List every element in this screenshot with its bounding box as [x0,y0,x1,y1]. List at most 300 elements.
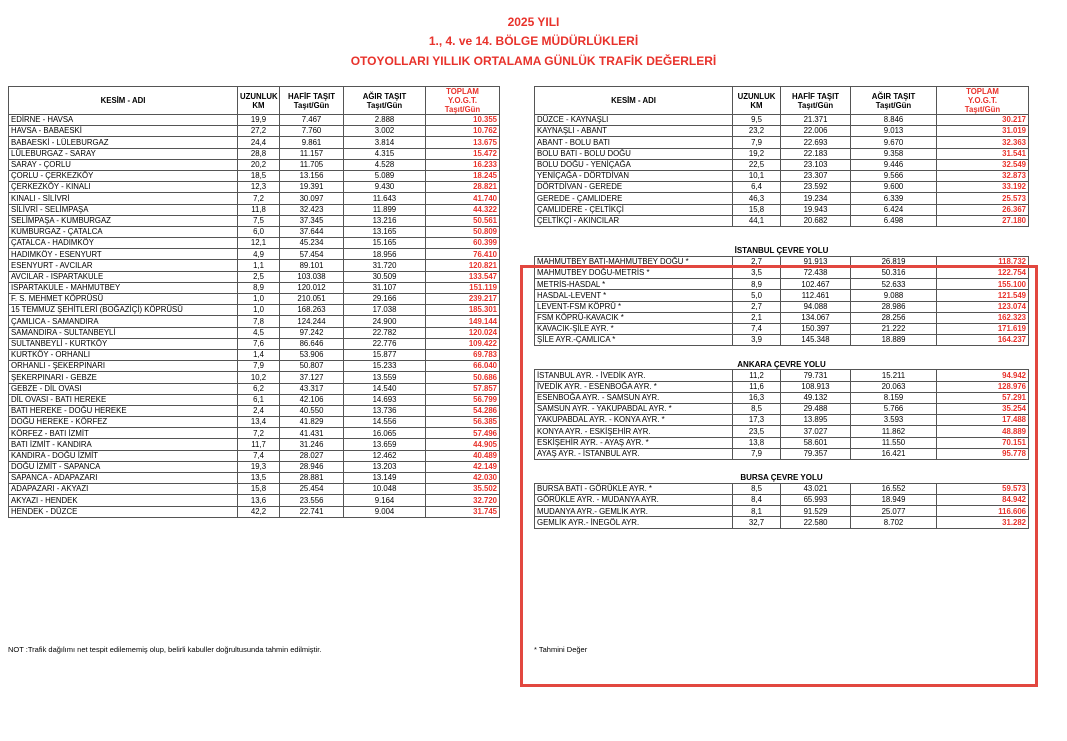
cell-kesim: KÖRFEZ - BATI İZMİT [9,428,238,439]
cell-hafif: 28.881 [280,473,344,484]
cell-hafif: 72.438 [781,268,851,279]
cell-toplam: 171.619 [937,324,1029,335]
table-row [9,316,500,327]
cell-uzunluk: 23,5 [733,426,781,437]
cell-agir: 6.339 [851,193,937,204]
cell-agir: 9.670 [851,137,937,148]
cell-toplam: 31.019 [937,126,1029,137]
cell-kesim: DOĞU İZMİT - SAPANCA [9,461,238,472]
header-agir-label: AĞIR TAŞIT [362,91,407,101]
cell-hafif: 37.644 [280,226,344,237]
footnote-left: NOT :Trafik dağılımı net tespit edilememiş olup, belirli kabuller doğrultusunda tahmin edilmiştir. [8,645,322,654]
cell-agir: 20.063 [851,381,937,392]
cell-hafif: 65.993 [781,495,851,506]
cell-agir: 31.720 [344,260,426,271]
table-row [535,182,1029,193]
cell-toplam: 133.547 [426,271,500,282]
cell-uzunluk: 8,4 [733,495,781,506]
header-uzunluk-unit: KM [252,100,265,110]
cell-kesim: LÜLEBURGAZ - SARAY [9,148,238,159]
cell-uzunluk: 11,2 [733,370,781,381]
cell-uzunluk: 11,7 [238,439,280,450]
cell-hafif: 22.741 [280,506,344,517]
cell-hafif: 168.263 [280,305,344,316]
cell-hafif: 7.467 [280,115,344,126]
cell-uzunluk: 15,8 [238,484,280,495]
cell-hafif: 40.550 [280,405,344,416]
cell-agir: 5.766 [851,403,937,414]
cell-kesim: METRİS-HASDAL * [535,279,733,290]
header-toplam-unit: Taşıt/Gün [964,105,1001,114]
cell-hafif: 41.829 [280,417,344,428]
group-title: İSTANBUL ÇEVRE YOLU [734,246,829,256]
cell-kesim: BOLU DOĞU - YENİÇAĞA [535,159,733,170]
cell-uzunluk: 6,1 [238,394,280,405]
table-row [9,193,500,204]
header-toplam-unit: Taşıt/Gün [444,105,481,114]
cell-toplam: 26.367 [937,204,1029,215]
cell-toplam: 155.100 [937,279,1029,290]
cell-toplam: 25.573 [937,193,1029,204]
cell-hafif: 21.371 [781,115,851,126]
cell-toplam: 15.472 [426,148,500,159]
cell-agir: 9.600 [851,182,937,193]
cell-kesim: AVCILAR - ISPARTAKULE [9,271,238,282]
cell-hafif: 11.705 [280,159,344,170]
cell-uzunluk: 3,5 [733,268,781,279]
cell-agir: 52.633 [851,279,937,290]
cell-kesim: KONYA AYR. - ESKİŞEHİR AYR. [535,426,733,437]
cell-kesim: KUMBURGAZ - ÇATALCA [9,226,238,237]
cell-agir: 18.949 [851,495,937,506]
cell-kesim: ISPARTAKULE - MAHMUTBEY [9,282,238,293]
header-kesim: KESİM - ADI [9,87,238,115]
cell-agir: 28.986 [851,301,937,312]
table-row [9,327,500,338]
cell-uzunluk: 7,5 [238,215,280,226]
cell-uzunluk: 7,8 [238,316,280,327]
cell-agir: 6.498 [851,215,937,226]
header-toplam [937,87,1029,115]
cell-toplam: 32.363 [937,137,1029,148]
cell-hafif: 57.454 [280,249,344,260]
cell-uzunluk: 1,4 [238,349,280,360]
cell-uzunluk: 8,5 [733,483,781,494]
cell-toplam: 18.245 [426,170,500,181]
cell-hafif: 134.067 [781,312,851,323]
cell-toplam: 60.399 [426,238,500,249]
cell-toplam: 123.074 [937,301,1029,312]
cell-uzunluk: 6,0 [238,226,280,237]
cell-uzunluk: 11,6 [733,381,781,392]
cell-toplam: 84.942 [937,495,1029,506]
cell-kesim: GEMLİK AYR.- İNEGÖL AYR. [535,517,733,528]
cell-agir: 22.776 [344,338,426,349]
cell-hafif: 30.097 [280,193,344,204]
cell-kesim: ABANT - BOLU BATI [535,137,733,148]
table-row [535,170,1029,181]
cell-agir: 24.900 [344,316,426,327]
cell-uzunluk: 46,3 [733,193,781,204]
cell-hafif: 25.454 [280,484,344,495]
cell-agir: 9.013 [851,126,937,137]
cell-kesim: ŞEKERPINARI - GEBZE [9,372,238,383]
cell-agir: 13.659 [344,439,426,450]
cell-uzunluk: 4,9 [238,249,280,260]
cell-uzunluk: 2,4 [238,405,280,416]
cell-agir: 13.149 [344,473,426,484]
cell-kesim: BURSA BATI - GÖRÜKLE AYR. * [535,483,733,494]
spacer-row [535,226,1029,243]
spacer-cell [535,226,1029,243]
cell-agir: 13.165 [344,226,426,237]
cell-toplam: 66.040 [426,361,500,372]
cell-agir: 11.862 [851,426,937,437]
cell-toplam: 118.732 [937,256,1029,267]
cell-uzunluk: 7,6 [238,338,280,349]
cell-uzunluk: 13,5 [238,473,280,484]
cell-hafif: 210.051 [280,294,344,305]
table-row [9,506,500,517]
cell-kesim: ORHANLI - ŞEKERPINARI [9,361,238,372]
cell-hafif: 31.246 [280,439,344,450]
cell-toplam: 185.301 [426,305,500,316]
cell-toplam: 30.217 [937,115,1029,126]
table-row [9,148,500,159]
cell-agir: 3.814 [344,137,426,148]
cell-toplam: 44.905 [426,439,500,450]
header-hafif [280,87,344,115]
cell-agir: 18.889 [851,335,937,346]
cell-hafif: 43.317 [280,383,344,394]
cell-agir: 6.424 [851,204,937,215]
cell-uzunluk: 2,1 [733,312,781,323]
table-row [9,484,500,495]
cell-uzunluk: 10,2 [238,372,280,383]
cell-kesim: MUDANYA AYR.- GEMLİK AYR. [535,506,733,517]
table-header-row [535,87,1029,115]
table-row [9,428,500,439]
cell-hafif: 94.088 [781,301,851,312]
cell-kesim: SELİMPAŞA - KUMBURGAZ [9,215,238,226]
cell-agir: 11.643 [344,193,426,204]
cell-uzunluk: 24,4 [238,137,280,148]
header-agir-unit: Taşıt/Gün [875,100,912,110]
cell-hafif: 103.038 [280,271,344,282]
cell-agir: 13.203 [344,461,426,472]
cell-kesim: 15 TEMMUZ ŞEHİTLERİ (BOĞAZİÇİ) KÖPRÜSÜ [9,305,238,316]
cell-hafif: 79.357 [781,448,851,459]
cell-toplam: 17.488 [937,415,1029,426]
cell-toplam: 59.573 [937,483,1029,494]
cell-kesim: FSM KÖPRÜ-KAVACIK * [535,312,733,323]
header-toplam-label: TOPLAM [446,87,479,96]
cell-toplam: 120.024 [426,327,500,338]
table-row [9,226,500,237]
cell-uzunluk: 7,2 [238,428,280,439]
cell-toplam: 57.857 [426,383,500,394]
cell-hafif: 19.943 [781,204,851,215]
cell-agir: 3.593 [851,415,937,426]
cell-toplam: 31.541 [937,148,1029,159]
cell-toplam: 94.942 [937,370,1029,381]
cell-agir: 26.819 [851,256,937,267]
cell-agir: 17.038 [344,305,426,316]
cell-kesim: İVEDİK AYR. - ESENBOĞA AYR. * [535,381,733,392]
cell-agir: 16.065 [344,428,426,439]
cell-kesim: ESENYURT - AVCILAR [9,260,238,271]
cell-kesim: BATI HEREKE - DOĞU HEREKE [9,405,238,416]
cell-agir: 14.540 [344,383,426,394]
table-row [9,461,500,472]
cell-hafif: 124.244 [280,316,344,327]
cell-agir: 15.877 [344,349,426,360]
header-yogt-label: Y.O.G.T. [967,96,998,105]
cell-uzunluk: 27,2 [238,126,280,137]
cell-kesim: ÇATALCA - HADIMKÖY [9,238,238,249]
cell-uzunluk: 28,8 [238,148,280,159]
header-uzunluk-label: UZUNLUK [240,91,278,101]
cell-toplam: 109.422 [426,338,500,349]
cell-uzunluk: 8,9 [733,279,781,290]
cell-toplam: 16.233 [426,159,500,170]
cell-uzunluk: 12,3 [238,182,280,193]
cell-hafif: 53.906 [280,349,344,360]
left-traffic-table [8,86,500,518]
cell-toplam: 31.282 [937,517,1029,528]
cell-kesim: GEBZE - DİL OVASI [9,383,238,394]
cell-uzunluk: 6,4 [733,182,781,193]
cell-uzunluk: 42,2 [238,506,280,517]
cell-hafif: 43.021 [781,483,851,494]
cell-kesim: SAPANCA - ADAPAZARI [9,473,238,484]
cell-toplam: 32.873 [937,170,1029,181]
table-row [9,137,500,148]
table-row [535,137,1029,148]
cell-uzunluk: 2,7 [733,301,781,312]
table-row [535,215,1029,226]
cell-hafif: 112.461 [781,290,851,301]
table-row [9,394,500,405]
table-row [9,294,500,305]
cell-uzunluk: 2,7 [733,256,781,267]
table-row [535,148,1029,159]
cell-toplam: 10.762 [426,126,500,137]
header-agir-unit: Taşıt/Gün [366,100,403,110]
cell-toplam: 48.889 [937,426,1029,437]
table-row [9,305,500,316]
cell-uzunluk: 6,2 [238,383,280,394]
table-row [9,271,500,282]
cell-hafif: 28.946 [280,461,344,472]
cell-kesim: ADAPAZARI - AKYAZI [9,484,238,495]
cell-kesim: İSTANBUL AYR. - İVEDİK AYR. [535,370,733,381]
cell-uzunluk: 8,5 [733,403,781,414]
cell-hafif: 37.127 [280,372,344,383]
cell-agir: 28.256 [851,312,937,323]
cell-toplam: 32.720 [426,495,500,506]
header-hafif-unit: Taşıt/Gün [797,100,834,110]
cell-kesim: HADIMKÖY - ESENYURT [9,249,238,260]
table-row [9,361,500,372]
cell-uzunluk: 13,8 [733,437,781,448]
cell-kesim: HAVSA - BABAESKİ [9,126,238,137]
cell-agir: 16.421 [851,448,937,459]
cell-hafif: 22.006 [781,126,851,137]
table-row [9,282,500,293]
cell-toplam: 76.410 [426,249,500,260]
cell-hafif: 23.592 [781,182,851,193]
cell-hafif: 11.157 [280,148,344,159]
cell-kesim: ÇAMLICA - SAMANDIRA [9,316,238,327]
cell-toplam: 56.799 [426,394,500,405]
cell-agir: 14.693 [344,394,426,405]
cell-hafif: 42.106 [280,394,344,405]
cell-agir: 30.509 [344,271,426,282]
cell-kesim: HASDAL-LEVENT * [535,290,733,301]
header-toplam [426,87,500,115]
cell-hafif: 22.580 [781,517,851,528]
table-row [9,372,500,383]
cell-kesim: KINALI - SİLİVRİ [9,193,238,204]
cell-uzunluk: 7,9 [733,448,781,459]
cell-kesim: ESKİŞEHİR AYR. - AYAŞ AYR. * [535,437,733,448]
cell-kesim: SİLİVRİ - SELİMPAŞA [9,204,238,215]
cell-kesim: GEREDE - ÇAMLIDERE [535,193,733,204]
cell-agir: 13.736 [344,405,426,416]
group-title: BURSA ÇEVRE YOLU [740,473,823,483]
cell-kesim: AKYAZI - HENDEK [9,495,238,506]
header-agir [344,87,426,115]
cell-kesim: DÖRTDİVAN - GEREDE [535,182,733,193]
cell-agir: 3.002 [344,126,426,137]
cell-toplam: 122.754 [937,268,1029,279]
cell-kesim: DÜZCE - KAYNAŞLI [535,115,733,126]
cell-agir: 50.316 [851,268,937,279]
cell-uzunluk: 7,9 [733,137,781,148]
cell-uzunluk: 18,5 [238,170,280,181]
cell-hafif: 49.132 [781,392,851,403]
cell-hafif: 23.103 [781,159,851,170]
title-regions: 1., 4. ve 14. BÖLGE MÜDÜRLÜKLERİ [428,34,639,48]
cell-hafif: 19.234 [781,193,851,204]
cell-toplam: 50.561 [426,215,500,226]
cell-kesim: SAMANDIRA - SULTANBEYLİ [9,327,238,338]
cell-toplam: 56.385 [426,417,500,428]
cell-hafif: 50.807 [280,361,344,372]
header-agir [851,87,937,115]
cell-agir: 8.846 [851,115,937,126]
cell-hafif: 22.693 [781,137,851,148]
cell-hafif: 41.431 [280,428,344,439]
table-row [535,193,1029,204]
cell-uzunluk: 1,1 [238,260,280,271]
header-hafif [781,87,851,115]
cell-agir: 11.899 [344,204,426,215]
cell-hafif: 58.601 [781,437,851,448]
cell-toplam: 50.686 [426,372,500,383]
cell-kesim: F. S. MEHMET KÖPRÜSÜ [9,294,238,305]
cell-toplam: 33.192 [937,182,1029,193]
cell-toplam: 54.286 [426,405,500,416]
cell-agir: 21.222 [851,324,937,335]
cell-kesim: MAHMUTBEY DOĞU-METRİS * [535,268,733,279]
cell-hafif: 9.861 [280,137,344,148]
title-main: OTOYOLLARI YILLIK ORTALAMA GÜNLÜK TRAFİK DEĞERLERİ [350,54,717,68]
cell-toplam: 164.237 [937,335,1029,346]
cell-kesim: ÇORLU - ÇERKEZKÖY [9,170,238,181]
table-row [9,115,500,126]
cell-agir: 4.528 [344,159,426,170]
cell-kesim: YENİÇAĞA - DÖRTDİVAN [535,170,733,181]
cell-toplam: 44.322 [426,204,500,215]
cell-toplam: 42.149 [426,461,500,472]
header-uzunluk-label: UZUNLUK [737,91,776,101]
cell-toplam: 95.778 [937,448,1029,459]
table-header-row [9,87,500,115]
cell-toplam: 28.821 [426,182,500,193]
cell-agir: 8.159 [851,392,937,403]
cell-agir: 5.089 [344,170,426,181]
cell-toplam: 151.119 [426,282,500,293]
table-row [9,473,500,484]
cell-uzunluk: 1,0 [238,305,280,316]
cell-agir: 22.782 [344,327,426,338]
cell-kesim: EDİRNE - HAVSA [9,115,238,126]
highlight-box [520,265,1038,687]
cell-agir: 31.107 [344,282,426,293]
table-row [9,215,500,226]
header-agir-label: AĞIR TAŞIT [871,91,916,101]
cell-hafif: 45.234 [280,238,344,249]
cell-kesim: LEVENT-FSM KÖPRÜ * [535,301,733,312]
cell-toplam: 35.254 [937,403,1029,414]
cell-hafif: 13.895 [781,415,851,426]
cell-agir: 9.446 [851,159,937,170]
cell-agir: 15.165 [344,238,426,249]
title-year: 2025 YILI [507,15,560,29]
cell-kesim: KURTKÖY - ORHANLI [9,349,238,360]
cell-hafif: 32.423 [280,204,344,215]
group-title-row [535,243,1029,257]
table-row [9,349,500,360]
cell-uzunluk: 44,1 [733,215,781,226]
cell-uzunluk: 13,6 [238,495,280,506]
group-title: ANKARA ÇEVRE YOLU [737,359,826,369]
cell-toplam: 120.821 [426,260,500,271]
cell-uzunluk: 17,3 [733,415,781,426]
cell-uzunluk: 5,0 [733,290,781,301]
cell-uzunluk: 13,4 [238,417,280,428]
cell-agir: 9.088 [851,290,937,301]
cell-uzunluk: 2,5 [238,271,280,282]
cell-hafif: 23.556 [280,495,344,506]
cell-toplam: 70.151 [937,437,1029,448]
cell-toplam: 116.606 [937,506,1029,517]
cell-hafif: 22.183 [781,148,851,159]
cell-toplam: 35.502 [426,484,500,495]
cell-toplam: 69.783 [426,349,500,360]
cell-uzunluk: 7,2 [238,193,280,204]
cell-hafif: 89.101 [280,260,344,271]
cell-uzunluk: 7,4 [733,324,781,335]
table-row [9,170,500,181]
header-hafif-label: HAFİF TAŞIT [287,91,336,101]
cell-toplam: 40.489 [426,450,500,461]
cell-uzunluk: 10,1 [733,170,781,181]
cell-toplam: 121.549 [937,290,1029,301]
cell-agir: 12.462 [344,450,426,461]
